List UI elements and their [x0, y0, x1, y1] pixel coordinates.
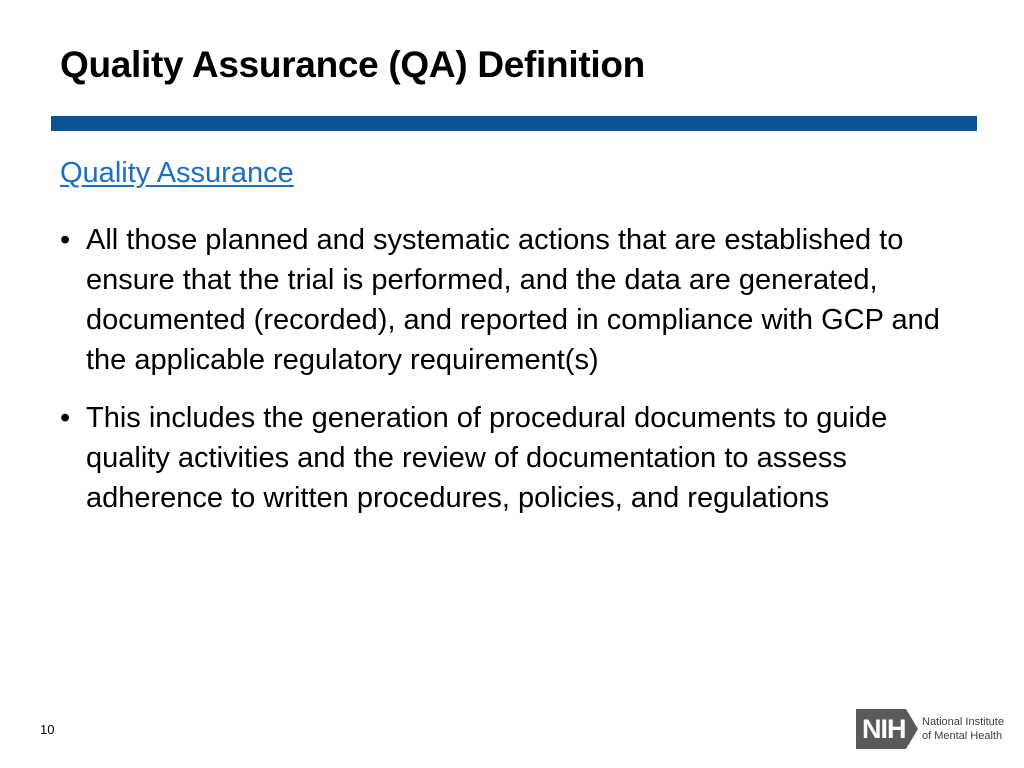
bullet-text: All those planned and systematic actions that are established to ensure that the trial is performed, and the data are generated, documented (recorded), and reported in compliance with GCP and the applicable regulatory requirement(s)	[86, 224, 940, 376]
bullet-list	[60, 220, 970, 536]
institute-name-line1: National Institute	[922, 716, 1004, 728]
bullet-marker: •	[60, 224, 71, 256]
title-divider-bar	[51, 116, 977, 131]
nih-mark-icon	[856, 709, 918, 749]
bullet-item	[60, 220, 970, 380]
institute-name-line2: of Mental Health	[922, 730, 1003, 742]
institute-name	[922, 715, 1004, 743]
page-number: 10	[40, 722, 55, 737]
bullet-text: This includes the generation of procedural documents to guide quality activities and the review of documentation to assess adherence to written procedures, policies, and regulations	[86, 402, 888, 514]
quality-assurance-link[interactable]: Quality Assurance	[60, 157, 294, 189]
bullet-marker: •	[60, 402, 71, 434]
nih-mark-text: NIH	[862, 714, 906, 744]
nih-logo	[856, 709, 1004, 749]
bullet-item	[60, 398, 970, 518]
slide-title: Quality Assurance (QA) Definition	[60, 44, 645, 85]
